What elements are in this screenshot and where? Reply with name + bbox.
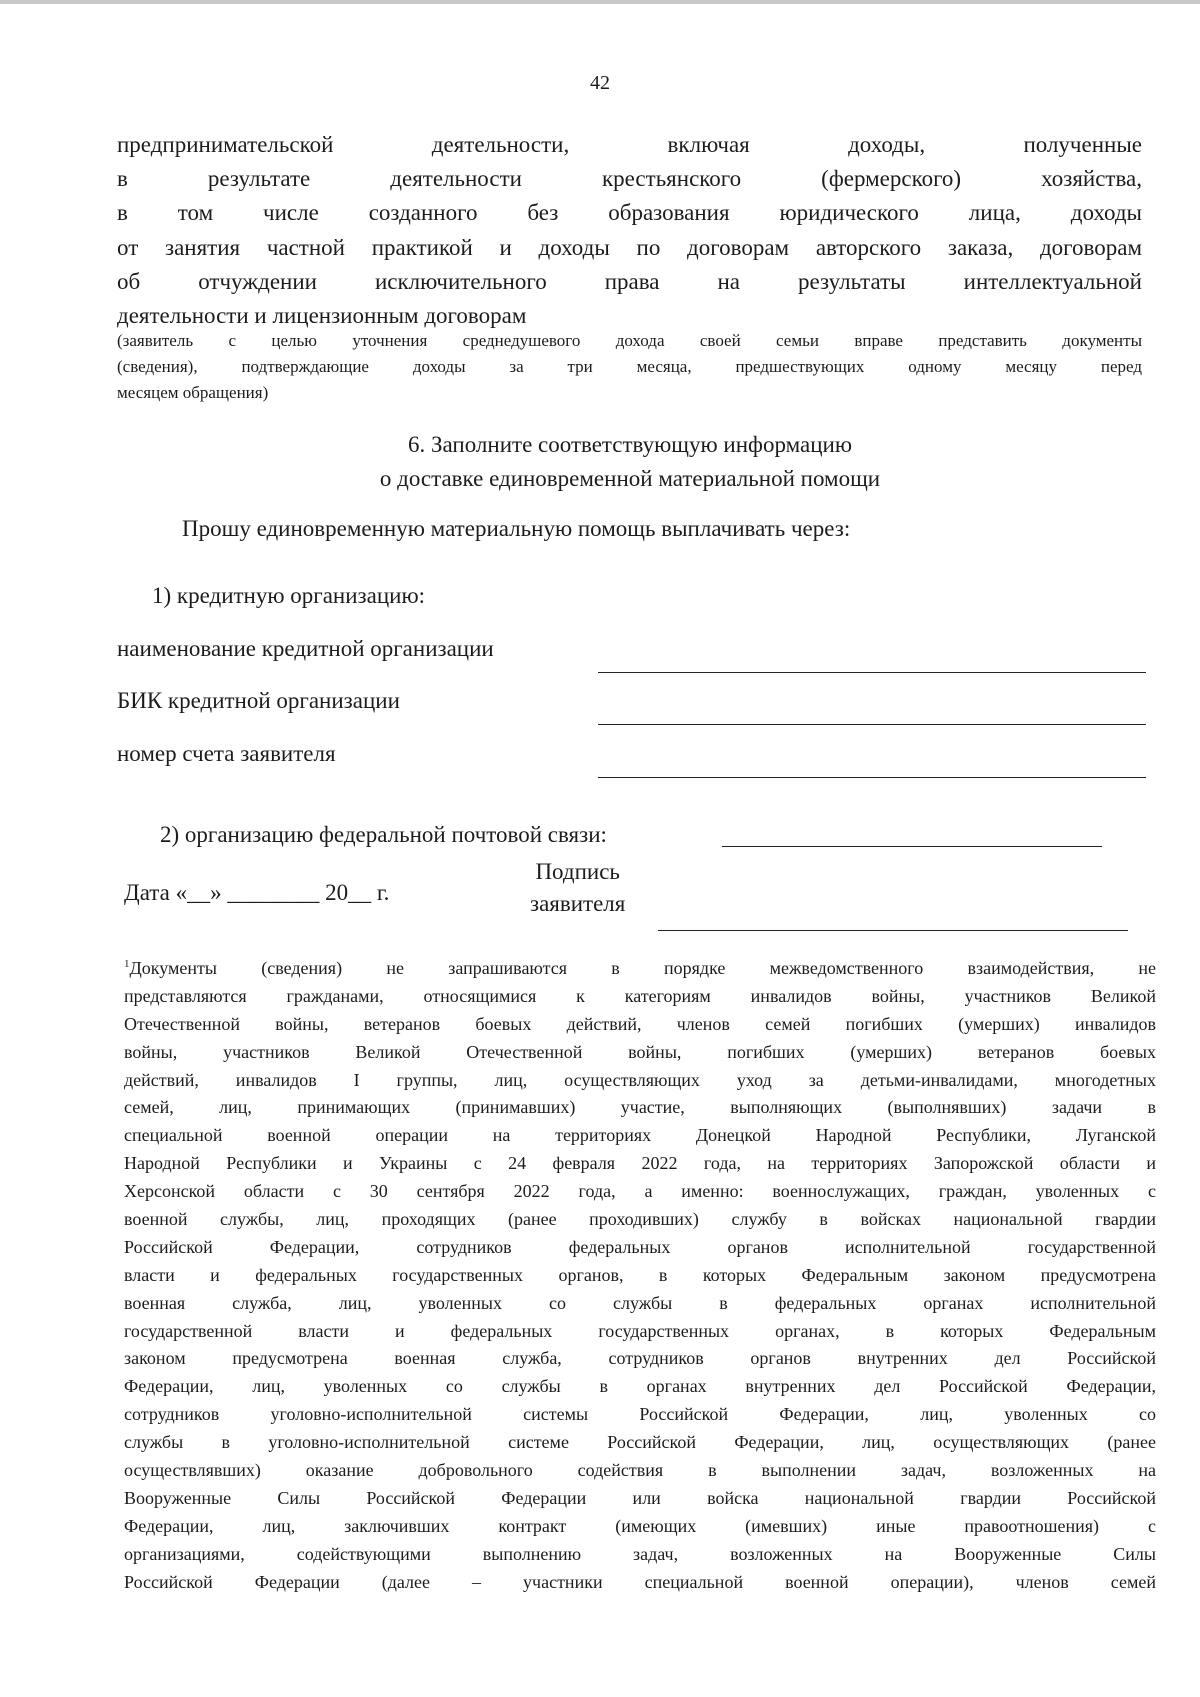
bik-field[interactable] xyxy=(598,724,1146,725)
footnote-line: Херсонской области с 30 сентября 2022 года, а именно: военнослужащих, граждан, уволенных с xyxy=(124,1181,1156,1202)
note-line: (заявитель с целью уточнения среднедушевого дохода своей семьи вправе представить документы xyxy=(117,331,1142,350)
body-line: в результате деятельности крестьянского (фермерского) хозяйства, xyxy=(117,166,1142,192)
footnote-line: специальной военной операции на территориях Донецкой Народной Республики, Луганской xyxy=(124,1125,1156,1146)
signature-field[interactable] xyxy=(658,930,1128,931)
postal-organization-field[interactable] xyxy=(722,846,1102,847)
footnote-line: службы в уголовно-исполнительной системе Российской Федерации, лиц, осуществляющих (ранее xyxy=(124,1432,1156,1453)
body-line: в том числе созданного без образования юридического лица, доходы xyxy=(117,200,1142,226)
body-line: об отчуждении исключительного права на результаты интеллектуальной xyxy=(117,268,1142,294)
section-heading-line: о доставке единовременной материальной помощи xyxy=(379,466,881,491)
date-field[interactable]: Дата «__» ________ 20__ г. xyxy=(124,880,390,905)
account-number-label: номер счета заявителя xyxy=(117,741,336,766)
footnote-marker: 1 xyxy=(124,958,130,970)
footnote-line: власти и федеральных государственных органов, в которых Федеральным законом предусмотрена xyxy=(124,1264,1156,1285)
body-line: от занятия частной практикой и доходы по договорам авторского заказа, договорам xyxy=(117,234,1142,260)
footnote-line: военной службы, лиц, проходящих (ранее проходивших) службу в войсках национальной гвардии xyxy=(124,1209,1156,1230)
section-heading-line: 6. Заполните соответствующую информацию xyxy=(408,432,852,457)
footnote-line: Народной Республики и Украины с 24 февраля 2022 года, на территориях Запорожской области и xyxy=(124,1153,1156,1174)
note-line: месяцем обращения) xyxy=(117,383,269,402)
bank-name-field[interactable] xyxy=(598,672,1146,673)
scan-top-border xyxy=(0,0,1200,4)
footnote-line: организациями, содействующими выполнению задач, возложенных на Вооруженные Силы xyxy=(124,1543,1156,1564)
footnote-line: действий, инвалидов I группы, лиц, осуществляющих уход за детьми-инвалидами, многодетных xyxy=(124,1069,1156,1090)
section-heading xyxy=(0,428,1200,496)
footnote-line: государственной власти и федеральных государственных органах, в которых Федеральным xyxy=(124,1320,1156,1341)
signature-label xyxy=(530,856,625,920)
footnote-line: законом предусмотрена военная служба, сотрудников органов внутренних дел Российской xyxy=(124,1348,1156,1369)
footnote-line: Федерации, лиц, уволенных со службы в органах внутренних дел Российской Федерации, xyxy=(124,1376,1156,1397)
body-line: деятельности и лицензионным договорам xyxy=(117,302,527,328)
footnote-line: Отечественной войны, ветеранов боевых действий, членов семей погибших (умерших) инвалидов xyxy=(124,1013,1156,1034)
footnote-line: осуществлявших) оказание добровольного содействия в выполнении задач, возложенных на xyxy=(124,1460,1156,1481)
footnote-line: военная служба, лиц, уволенных со службы в федеральных органах исполнительной xyxy=(124,1292,1156,1313)
note-line: (сведения), подтверждающие доходы за три месяца, предшествующих одному месяцу перед xyxy=(117,357,1142,376)
footnote xyxy=(124,955,1156,1596)
body-paragraph xyxy=(117,128,1142,333)
footnote-line: семей, лиц, принимающих (принимавших) участие, выполняющих (выполнявших) задачи в xyxy=(124,1097,1156,1118)
footnote-line: Российской Федерации, сотрудников федеральных органов исполнительной государственной xyxy=(124,1236,1156,1257)
footnote-line xyxy=(124,955,1156,983)
footnote-line: представляются гражданами, относящимися к категориям инвалидов войны, участников Великой xyxy=(124,985,1156,1006)
bik-label: БИК кредитной организации xyxy=(117,688,400,713)
footnote-line: сотрудников уголовно-исполнительной системы Российской Федерации, лиц, уволенных со xyxy=(124,1404,1156,1425)
signature-label-line: заявителя xyxy=(530,891,626,916)
bank-name-label: наименование кредитной организации xyxy=(117,636,494,661)
body-line: предпринимательской деятельности, включая доходы, полученные xyxy=(117,132,1142,157)
payment-request-text: Прошу единовременную материальную помощь выплачивать через: xyxy=(182,516,851,541)
footnote-line: войны, участников Великой Отечественной войны, погибших (умерших) ветеранов боевых xyxy=(124,1041,1156,1062)
footnote-line: Вооруженные Силы Российской Федерации или войска национальной гвардии Российской xyxy=(124,1487,1156,1508)
clarification-note xyxy=(117,328,1142,406)
option-postal-organization: 2) организацию федеральной почтовой связи: xyxy=(160,822,607,847)
footnote-line: Российской Федерации (далее – участники специальной военной операции), членов семей xyxy=(124,1571,1156,1592)
account-number-field[interactable] xyxy=(598,777,1146,778)
page-number: 42 xyxy=(590,72,610,94)
footnote-line: Федерации, лиц, заключивших контракт (имеющих (имевших) иные правоотношения) с xyxy=(124,1515,1156,1536)
signature-label-line: Подпись xyxy=(535,859,620,884)
footnote-text: Документы (сведения) не запрашиваются в порядке межведомственного взаимодействия, не xyxy=(129,958,1156,978)
option-credit-organization: 1) кредитную организацию: xyxy=(152,583,426,608)
